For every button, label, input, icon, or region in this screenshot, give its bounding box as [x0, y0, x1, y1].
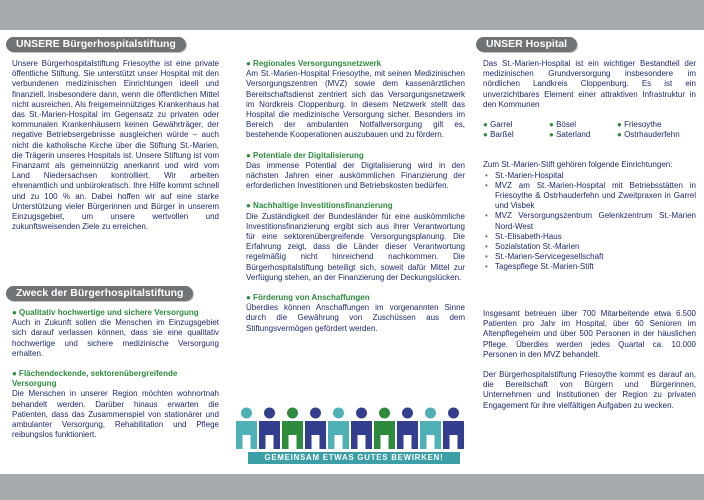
section-text-investment: Die Zuständigkeit der Bundesländer für eine auskömmliche Investitionsfinanzierung ergibt sich aus ihrer Verantwortung für eine sektorenübergreifende Versorgungsplanung. Die Erfahrung zeigt, dass die Länder dieser Verantwortung regelmäßig nicht hinreichend nachkommen. Die Bürgerhospitalstiftung beteiligt sich, soweit dafür Mittel zur Verfügung stehen, an der Finanzierung der Deckungslücken. — [246, 211, 465, 282]
person-figure-icon — [282, 408, 303, 450]
section-title-investment: ● Nachhaltige Investitionsfinanzierung — [246, 201, 393, 211]
foundation-column — [12, 59, 219, 232]
person-figure-icon — [328, 408, 349, 450]
closing-paragraph: Der Bürgerhospitalstiftung Friesoythe kommt es darauf an, die Bereitschaft von Bürgern und Bürgerinnen, Unternehmen und Institutionen der Region zu privaten Engagement für ihre vielfältigen Aufgaben zu wecken. — [483, 370, 696, 410]
hospital-stats: Insgesamt betreuen über 700 Mitarbeitende etwa 6.500 Patienten pro Jahr im Hospital, über 60 Senioren im Altenpflegeheim und über 500 Personen in der häuslichen Pflege. Überdies werden jedes Quartal ca. 10.000 Personen in den MVZ behandelt. — [483, 309, 696, 359]
facility-item: • St.-Marien-Servicegesellschaft — [483, 252, 696, 262]
section-text-digitalization: Das immense Potential der Digitalisierung wird in den nächsten Jahren einer auskömmlichen Finanzierung der erforderlichen Investitionen und Betriebskosten bedürfen. — [246, 160, 465, 191]
hospital-intro: Das St.-Marien-Hospital ist ein wichtiger Bestandteil der medizinischen Grundversorgung insbesondere im nördlichen Landkreis Cloppenburg. Es ist ein unverzichtbares Element einer attraktiven Infrastruktur in den Kommunen — [483, 59, 696, 109]
top-gray-band — [0, 0, 704, 30]
bottom-gray-band — [0, 474, 704, 500]
facility-item: • St.-Elisabeth-Haus — [483, 232, 696, 242]
town-item: ● Garrel — [483, 120, 513, 130]
person-figure-icon — [236, 408, 257, 450]
purpose-column — [12, 308, 219, 440]
facility-item: • MVZ am St.-Marien-Hospital mit Betriebsstätten in Friesoythe & Ostrhauderfehn und Zweitpraxen in Garrel und Visbek — [483, 181, 696, 212]
section-title-acquisitions: ● Förderung von Anschaffungen — [246, 293, 370, 303]
person-figure-icon — [374, 408, 395, 450]
facilities-list — [483, 171, 696, 273]
person-figure-icon — [351, 408, 372, 450]
hospital-stats-column — [483, 309, 696, 411]
town-item: ● Barßel — [483, 130, 514, 140]
town-item: ● Ostrhauderfehn — [617, 130, 680, 140]
facilities-intro: Zum St.-Marien-Stift gehören folgende Einrichtungen: — [483, 160, 673, 170]
town-item: ● Bösel — [549, 120, 577, 130]
section-title-digitalization: ● Potentiale der Digitalisierung — [246, 150, 364, 160]
hospital-heading: UNSER Hospital — [476, 37, 577, 52]
person-figure-icon — [420, 408, 441, 450]
section-title-network: ● Regionales Versorgungsnetzwerk — [246, 59, 382, 68]
section-title-quality: ● Qualitativ hochwertige und sichere Versorgung — [12, 308, 199, 317]
facility-item: • Tagespflege St.-Marien-Stift — [483, 262, 696, 272]
town-item: ● Friesoythe — [617, 120, 662, 130]
section-title-coverage: ● Flächendeckende, sektorenübergreifende Versorgung — [12, 369, 178, 389]
town-item: ● Saterland — [549, 130, 591, 140]
foundation-paragraph: Unsere Bürgerhospitalstiftung Friesoythe ist eine private öffentliche Stiftung. Sie unterstützt unser Hospital mit den verbundenen medizinischen Einrichtungen ideell und finanziell. Insbesondere dann, wenn die öffentlichen Mittel nicht ausreichen. Als freigemeinnütziges Krankenhaus hat das St.-Marien-Hospital im Gegensatz zu privaten oder kommunalen Krankenhäusern keinen Gewährträger, der negative Betriebsergebnisse ausgleichen würde – auch nicht die katholische Kirche über die Stiftung St.-Marien, die Trägerin unseres Hospitals ist. Unsere Stiftung ist vom Finanzamt als gemeinnützig anerkannt und wird vom Land Niedersachsen kontrolliert. Wir arbeiten ehrenamtlich und unbürokratisch. Ihre Hilfe kommt schnell und zu 100 % an. Dabei hoffen wir auf eine starke Unterstützung vieler Bürgerinnen und Bürger in unserem Einzugsgebiet, um unsere wertvollen und zukunftsweisenden Ziele zu erreichen. — [12, 59, 219, 232]
slogan-banner: GEMEINSAM ETWAS GUTES BEWIRKEN! — [248, 452, 460, 464]
foundation-heading: UNSERE Bürgerhospitalstiftung — [6, 37, 186, 52]
section-text-quality: Auch in Zukunft sollen die Menschen im Einzugsgebiet sich darauf verlassen können, dass sie eine qualitativ hochwertige und sichere medizinische Versorgung erhalten. — [12, 318, 219, 358]
purpose-heading: Zweck der Bürgerhospitalstiftung — [6, 286, 193, 301]
section-text-coverage: Die Menschen in unserer Region möchten wohnortnah behandelt werden. Darüber hinaus erwarten die Patienten, dass das Zusammenspiel von stationärer und ambulanter Versorgung, Rehabilitation und Pflege reibungslos funktioniert. — [12, 389, 219, 440]
section-text-acquisitions: Überdies können Anschaffungen im vorgenannten Sinne durch die Gewährung von Zuschüssen aus dem Stiftungsvermögen gefördert werden. — [246, 303, 465, 333]
town-list — [483, 120, 696, 140]
person-figure-icon — [305, 408, 326, 450]
hospital-column — [483, 59, 696, 273]
middle-column — [246, 59, 465, 334]
person-figure-icon — [397, 408, 418, 450]
person-figure-icon — [443, 408, 464, 450]
facility-item: • Sozialstation St.-Marien — [483, 242, 696, 252]
section-text-network: Am St.-Marien-Hospital Friesoythe, mit seinen Medizinischen Versorgungszentren (MVZ) sowie dem kassenärztlichen Bereitschaftsdienst zentriert sich das Versorgungsnetzwerk im Nordkreis Cloppenburg. In diesem Netzwerk stellt das Hospital die medizinische Versorgung sicher. Besonders im Bereich der ambulanten Notfallversorgung gilt es, bestehende Kooperationen auszubauen und zu fördern. — [246, 69, 465, 140]
person-figure-icon — [259, 408, 280, 450]
facility-item: • MVZ Versorgungszentrum Gelenkzentrum St.-Marien Nord-West — [483, 211, 696, 231]
facility-item: • St.-Marien-Hospital — [483, 171, 696, 181]
